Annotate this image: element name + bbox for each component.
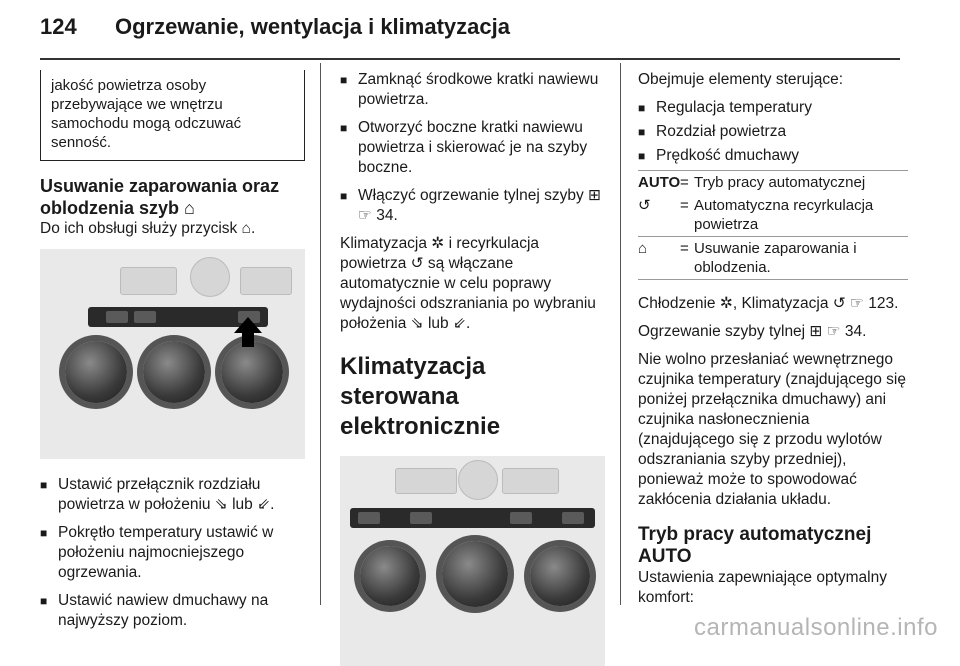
- controls-intro: Obejmuje elementy sterujące:: [638, 71, 844, 88]
- auto-recirc-paragraph: Klimatyzacja ✲ i recyrkulacja powietrza ↺ są włączane automatycznie w celu poprawy wydajności odszraniania po wybraniu położenia ⇘ lub ⇙.: [340, 235, 596, 332]
- bullet-item: ■ Regulacja temperatury: [638, 98, 908, 118]
- column-divider-1: [320, 63, 321, 605]
- air-distribution-knob: [360, 546, 420, 606]
- definition-desc: Usuwanie zaparowania i oblodzenia.: [694, 240, 857, 276]
- bullet-item: ■ Otworzyć boczne kratki nawiewu powietrza i skierować je na szyby boczne.: [340, 118, 605, 178]
- ac-button: [134, 311, 156, 323]
- page-number: 124: [40, 14, 77, 39]
- definitions-table: [638, 170, 908, 280]
- continued-note-box: jakość powietrza osoby przebywające we wnętrzu samochodu mogą odczuwać senność.: [40, 70, 305, 161]
- vent-right: [240, 267, 292, 295]
- column-3: [638, 70, 908, 616]
- definition-term: ↺: [638, 197, 651, 214]
- vent-left: [395, 468, 457, 494]
- arrow-up-icon: [234, 317, 262, 333]
- definition-desc: Automatyczna recyrkulacja powietrza: [694, 197, 874, 233]
- definition-term: ⌂: [638, 240, 648, 257]
- header-rule: [40, 58, 900, 60]
- button-strip: [350, 508, 595, 528]
- definition-term: AUTO: [638, 174, 681, 191]
- air-distribution-knob: [65, 341, 127, 403]
- bullet-item: ■ Ustawić przełącznik rozdziału powietrza w położeniu ⇘ lub ⇙.: [40, 475, 305, 515]
- column-1: [40, 70, 305, 639]
- bullet-item: ■ Zamknąć środkowe kratki nawiewu powietrza.: [340, 70, 605, 110]
- auto-button: [358, 512, 380, 524]
- page-title: Ogrzewanie, wentylacja i klimatyzacja: [115, 14, 510, 39]
- fan-speed-knob: [530, 546, 590, 606]
- vent-left: [120, 267, 177, 295]
- defrost-heading: [40, 175, 305, 219]
- arrow-stem: [242, 333, 254, 347]
- defrost-heading-text: Usuwanie zaparowania oraz oblodzenia szyb: [40, 176, 280, 218]
- definition-eq: =: [680, 197, 689, 214]
- recirc-button: [410, 512, 432, 524]
- definition-desc: Tryb pracy automatycznej: [694, 174, 866, 191]
- defrost-button: [562, 512, 584, 524]
- temperature-knob: [143, 341, 205, 403]
- column-divider-2: [620, 63, 621, 605]
- defrost-icon: ⌂: [184, 198, 195, 218]
- definition-divider: [638, 279, 908, 280]
- manual-control-panel-photo: [40, 249, 305, 459]
- defrost-button-icon: ⌂: [241, 220, 251, 237]
- electronic-control-panel-photo: [340, 456, 605, 666]
- bullet-item: ■ Rozdział powietrza: [638, 122, 908, 142]
- auto-mode-description: Ustawienia zapewniające optymalny komfort:: [638, 569, 887, 606]
- vent-right: [502, 468, 559, 494]
- rear-window-reference: Ogrzewanie szyby tylnej ⊞ ☞ 34.: [638, 323, 867, 340]
- electronic-climate-heading: Klimatyzacja sterowana elektronicznie: [340, 353, 501, 440]
- bullet-item: ■ Ustawić nawiew dmuchawy na najwyższy poziom.: [40, 591, 305, 631]
- fan-speed-knob: [221, 341, 283, 403]
- controls-list: [638, 98, 908, 166]
- column-2: [340, 70, 605, 666]
- bullet-item: ■ Pokrętło temperatury ustawić w położeniu najmocniejszego ogrzewania.: [40, 523, 305, 583]
- temperature-knob: [442, 541, 508, 607]
- sensor-warning: Nie wolno przesłaniać wewnętrznego czujnika temperatury (znajdującego się poniżej przełącznika dmuchawy) ani czujnika nasłonecznienia (znajdującego się z przodu wylotów odszraniania szyby przedniej), ponieważ może to spowodować zakłócenia działania układu.: [638, 351, 906, 508]
- definition-eq: =: [680, 174, 689, 191]
- bullet-item: ■ Włączyć ogrzewanie tylnej szyby ⊞ ☞ 34.: [340, 186, 605, 226]
- defrost-intro-text: Do ich obsługi służy przycisk: [40, 220, 238, 237]
- definition-eq: =: [680, 240, 689, 257]
- ac-button: [510, 512, 532, 524]
- bullet-item: ■ Prędkość dmuchawy: [638, 146, 908, 166]
- watermark: carmanualsonline.info: [694, 614, 938, 641]
- auto-mode-heading: Tryb pracy automatycznej AUTO: [638, 524, 872, 567]
- cooling-reference: Chłodzenie ✲, Klimatyzacja ↺ ☞ 123.: [638, 295, 899, 312]
- recirc-button: [106, 311, 128, 323]
- defrost-intro: Do ich obsługi służy przycisk ⌂.: [40, 220, 256, 237]
- vent-center-dial: [458, 460, 498, 500]
- vent-center-dial: [190, 257, 230, 297]
